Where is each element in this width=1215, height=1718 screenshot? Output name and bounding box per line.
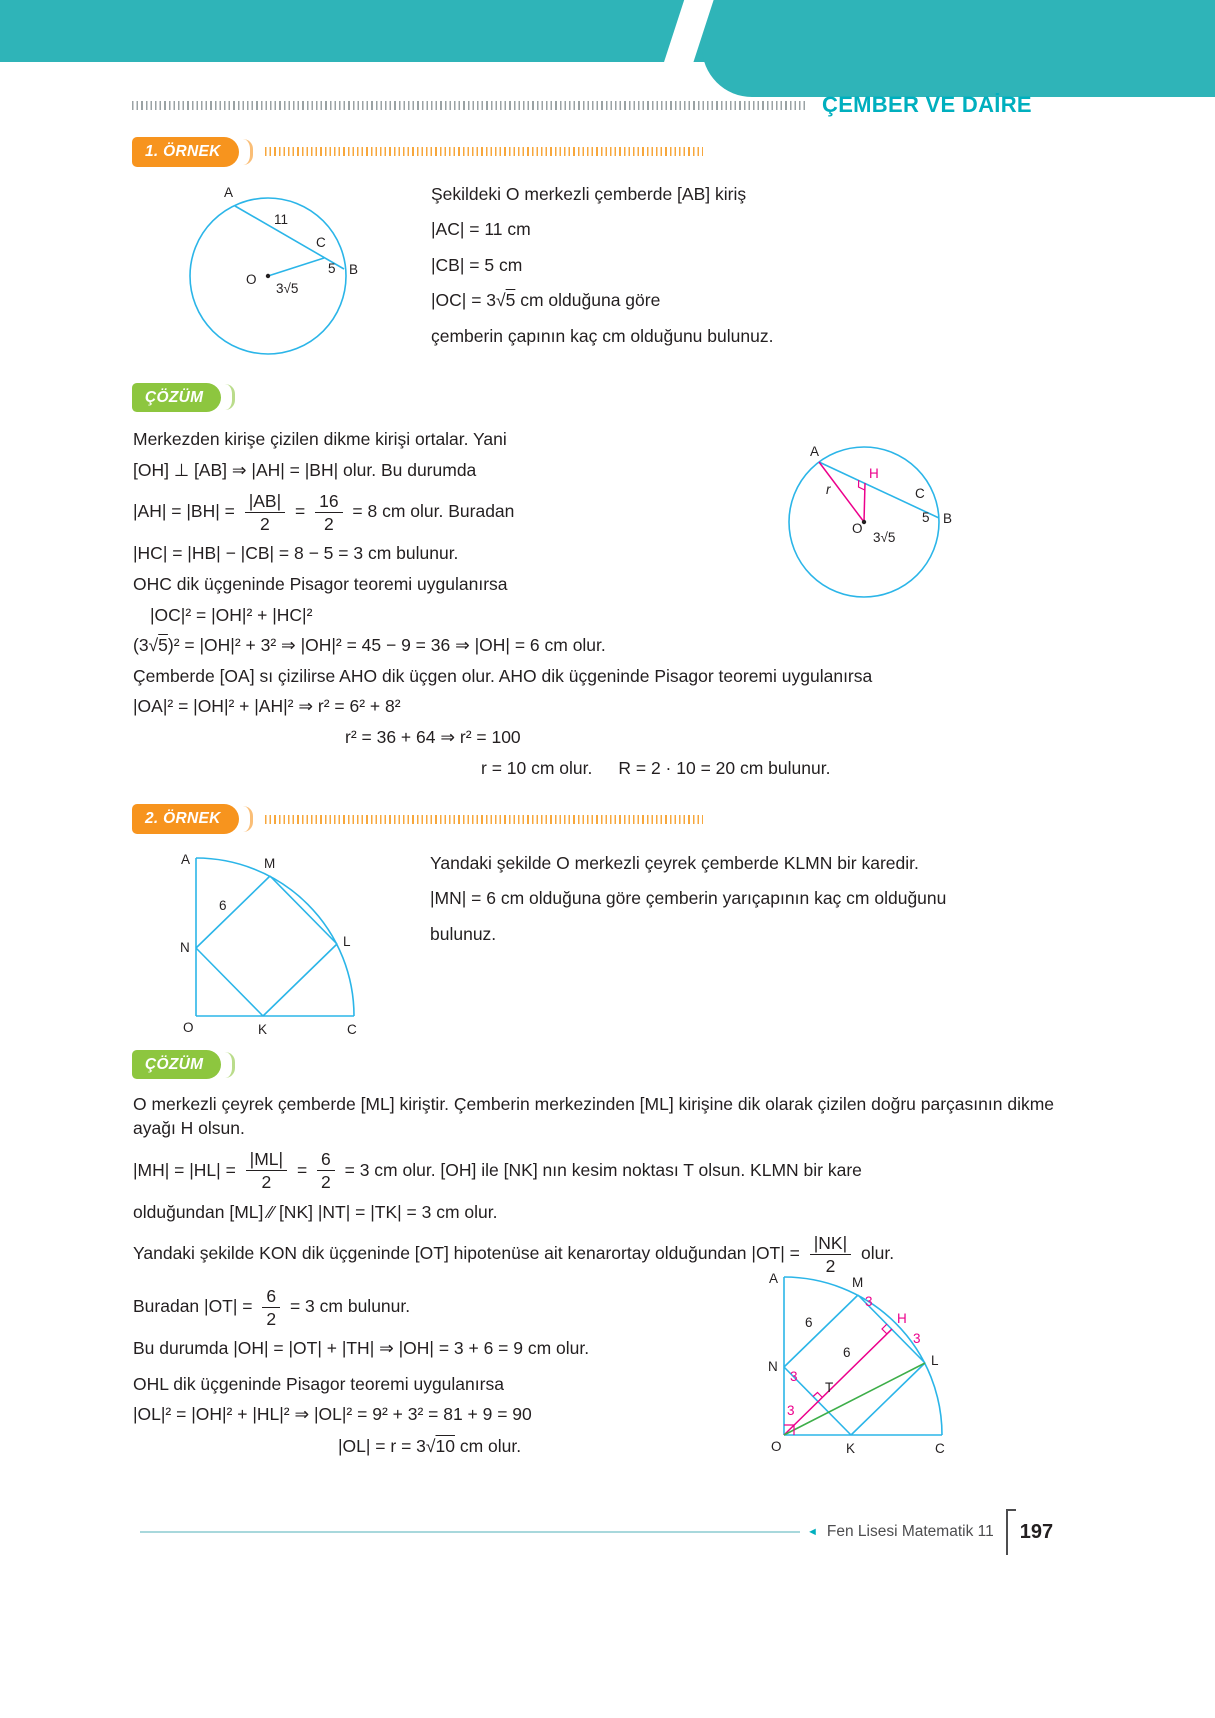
example1-line4: |OC| = 3√5 cm olduğuna göre — [431, 290, 661, 311]
figure3-label-6: 6 — [219, 897, 227, 913]
example2-tickline — [265, 815, 703, 824]
example1-badge: 1. ÖRNEK — [132, 137, 239, 167]
example2-line3: bulunuz. — [430, 924, 497, 944]
figure2-label-r: r — [826, 482, 831, 497]
figure3-label-a: A — [181, 851, 191, 867]
figure3-side-kn — [196, 948, 263, 1016]
fraction-nk-over-2: $\frac{|NK|}{2}$ — [810, 1233, 851, 1276]
figure1-label-o: O — [246, 271, 257, 287]
footer-book-title: Fen Lisesi Matematik 11 — [826, 1523, 994, 1541]
figure1-segment-oc — [268, 258, 324, 276]
figure2-label-5: 5 — [922, 510, 930, 525]
figure2-label-b: B — [943, 511, 953, 526]
chapter-title: ÇEMBER VE DAİRE — [822, 92, 1032, 117]
solution1-line2: [OH] ⊥ [AB] ⇒ |AH| = |BH| olur. Bu durumda — [133, 459, 477, 480]
figure2-segment-oh — [864, 483, 865, 522]
figure1-label-a: A — [224, 184, 234, 200]
example1-body — [180, 177, 1215, 369]
figure4-segment-oh — [784, 1329, 892, 1435]
figure4-label-3-mh: 3 — [865, 1294, 873, 1310]
figure4-label-t: T — [825, 1380, 834, 1396]
figure2-label-a: A — [810, 444, 820, 459]
solution1-line4: |HC| = |HB| − |CB| = 8 − 5 = 3 cm bulunur. — [133, 543, 459, 564]
solution2-line9: |OL| = r = 3√10 cm olur. — [338, 1436, 522, 1456]
example1-problem — [431, 177, 773, 369]
example2-line1: Yandaki şekilde O merkezli çeyrek çemberde KLMN bir karedir. — [430, 852, 919, 873]
solution2-line4: Yandaki şekilde KON dik üçgeninde [OT] hipotenüse ait kenarortay olduğundan |OT| = $\frac{|NK|}{2}$ olur. — [133, 1232, 895, 1276]
figure4-label-6-nm: 6 — [805, 1315, 813, 1331]
figure3-label-n: N — [180, 939, 190, 955]
page-number: 197 — [1019, 1520, 1054, 1543]
example1-line2: |AC| = 11 cm — [431, 219, 531, 240]
solution1-line11: r = 10 cm olur. R = 2 · 10 = 20 cm bulunur. — [481, 757, 831, 778]
figure3-quarter-circle-diagram — [178, 846, 378, 1038]
figure4-right-angle-h — [882, 1324, 887, 1334]
solution2-line7: OHL dik üçgeninde Pisagor teoremi uygulanırsa — [133, 1373, 504, 1394]
solution2-line3: olduğundan [ML] ∕∕ [NK] |NT| = |TK| = 3 cm olur. — [133, 1201, 498, 1222]
example1-badge-accent — [242, 139, 253, 165]
example2-badge: 2. ÖRNEK — [132, 804, 239, 834]
figure2-container — [776, 430, 954, 609]
footer-divider — [1006, 1509, 1008, 1555]
solution1-body — [133, 428, 1085, 780]
example1-tickline — [265, 147, 703, 156]
figure4-right-angle-t — [813, 1393, 822, 1398]
figure3-label-m: M — [264, 855, 276, 871]
solution2-line1: O merkezli çeyrek çemberde [ML] kiriştir. Çemberin merkezinden [ML] kirişine dik olarak çizilen doğru parçasının dikme ayağı H olsun. — [133, 1094, 1055, 1138]
figure2-label-h: H — [869, 466, 879, 481]
figure3-side-nm — [196, 876, 270, 948]
example2-line2: |MN| = 6 cm olduğuna göre çemberin yarıçapının kaç cm olduğunu — [430, 888, 947, 909]
solution1-line9: |OA|² = |OH|² + |AH|² ⇒ r² = 6² + 8² — [133, 696, 401, 717]
figure2-label-oc-length: 3√5 — [873, 530, 896, 545]
figure1-center-dot — [266, 273, 270, 277]
figure4-label-6-th: 6 — [843, 1345, 851, 1361]
figure3-side-ml — [270, 876, 337, 944]
figure1-chord-ab — [235, 206, 344, 269]
solution1-line6: |OC|² = |OH|² + |HC|² — [150, 604, 313, 625]
figure4-label-3-nt: 3 — [790, 1369, 798, 1385]
figure4-label-h: H — [897, 1311, 907, 1327]
example2-problem — [430, 846, 946, 1038]
figure1-label-b: B — [349, 261, 359, 277]
solution1-badge: ÇÖZÜM — [132, 383, 221, 413]
solution2-body — [133, 1093, 1085, 1473]
figure3-label-c: C — [347, 1021, 357, 1037]
fraction-6-over-2b: $\frac{6}{2}$ — [262, 1286, 280, 1329]
fraction-ml-over-2: $\frac{|ML|}{2}$ — [246, 1149, 287, 1192]
footer-arrow-icon: ◄ — [807, 1526, 818, 1539]
solution2-line8: |OL|² = |OH|² + |HL|² ⇒ |OL|² = 9² + 3² = 81 + 9 = 90 — [133, 1404, 532, 1425]
solution2-badge-accent — [224, 1052, 235, 1078]
solution1-line1: Merkezden kirişe çizilen dikme kirişi ortalar. Yani — [133, 429, 507, 449]
figure2-label-o: O — [852, 521, 863, 536]
figure3-label-l: L — [343, 933, 351, 949]
solution2-badge: ÇÖZÜM — [132, 1050, 221, 1080]
figure1-circle-diagram — [180, 177, 415, 369]
figure4-quarter-circle-diagram — [766, 1265, 971, 1457]
figure4-label-a: A — [769, 1271, 779, 1287]
solution1-line5: OHC dik üçgeninde Pisagor teoremi uygulanırsa — [133, 573, 508, 594]
figure4-label-n: N — [768, 1359, 778, 1375]
page-footer — [140, 1509, 1215, 1555]
figure1-label-5: 5 — [328, 260, 336, 276]
figure1-label-oc-length: 3√5 — [276, 280, 299, 296]
example2-body — [178, 846, 1215, 1038]
figure4-label-o: O — [771, 1439, 782, 1455]
figure4-label-c: C — [935, 1441, 945, 1457]
figure1-label-c: C — [316, 234, 326, 250]
example1-line1: Şekildeki O merkezli çemberde [AB] kiriş — [431, 183, 747, 204]
figure4-container — [766, 1265, 971, 1464]
example1-line3: |CB| = 5 cm — [431, 254, 523, 275]
fraction-6-over-2: $\frac{6}{2}$ — [317, 1149, 335, 1192]
example1-line5: çemberin çapının kaç cm olduğunu bulunuz. — [431, 326, 774, 346]
figure1-label-11: 11 — [274, 211, 289, 227]
example2-header — [132, 804, 1215, 834]
solution2-header — [132, 1050, 1215, 1080]
fraction-ab-over-2: $\frac{|AB|}{2}$ — [245, 491, 285, 534]
figure3-side-lk — [263, 944, 337, 1016]
figure4-label-3-ot: 3 — [787, 1403, 795, 1419]
figure4-label-m: M — [852, 1275, 864, 1291]
footer-rule — [140, 1531, 800, 1533]
solution1-line7: (3√5)² = |OH|² + 3² ⇒ |OH|² = 45 − 9 = 36 ⇒ |OH| = 6 cm olur. — [133, 635, 606, 656]
solution1-header — [132, 383, 1215, 413]
example1-header — [132, 137, 1215, 167]
figure3-label-k: K — [258, 1021, 268, 1037]
solution1-line3: |AH| = |BH| = $\frac{|AB|}{2}$ = $\frac{16}{2}$ = 8 cm olur. Buradan — [133, 490, 515, 534]
fraction-16-over-2: $\frac{16}{2}$ — [315, 491, 342, 534]
figure4-label-3-hl: 3 — [913, 1331, 921, 1347]
figure4-side-lk — [851, 1363, 925, 1435]
figure2-label-c: C — [915, 486, 925, 501]
figure3-label-o: O — [183, 1019, 194, 1035]
solution2-line2: |MH| = |HL| = $\frac{|ML|}{2}$ = $\frac{6}{2}$ = 3 cm olur. [OH] ile [NK] nın kesim noktası T olsun. KLMN bir kare — [133, 1148, 862, 1192]
solution1-line10: r² = 36 + 64 ⇒ r² = 100 — [345, 727, 521, 747]
solution2-line6: Bu durumda |OH| = |OT| + |TH| ⇒ |OH| = 3 + 6 = 9 cm olur. — [133, 1338, 590, 1359]
solution2-line5: Buradan |OT| = $\frac{6}{2}$ = 3 cm bulunur. — [133, 1285, 411, 1329]
solution1-line8: Çemberde [OA] sı çizilirse AHO dik üçgen olur. AHO dik üçgeninde Pisagor teoremi uygulanırsa — [133, 665, 873, 686]
example2-badge-accent — [242, 806, 253, 832]
figure4-label-k: K — [846, 1441, 856, 1457]
figure2-circle-diagram — [776, 430, 954, 602]
figure4-radius-ol — [784, 1363, 925, 1435]
figure4-label-l: L — [931, 1353, 939, 1369]
solution1-badge-accent — [224, 384, 235, 410]
